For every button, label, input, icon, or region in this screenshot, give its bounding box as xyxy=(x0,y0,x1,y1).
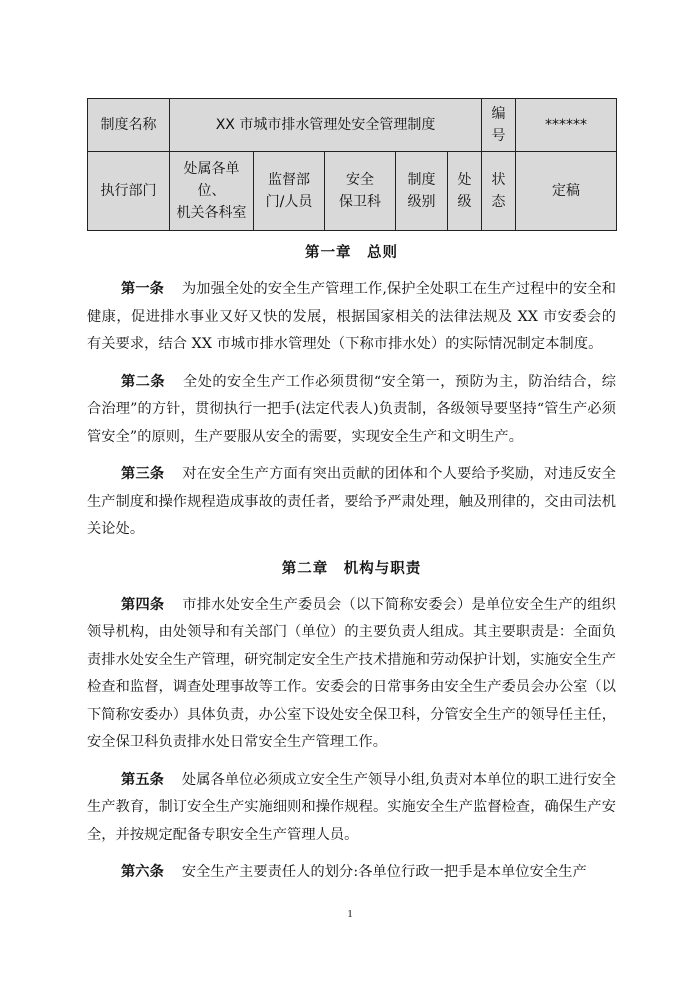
code-value: ****** xyxy=(516,99,617,152)
article-4 xyxy=(87,592,616,757)
status-label: 状 态 xyxy=(482,152,516,231)
article-text: 对在安全生产方面有突出贡献的团体和个人要给予奖励，对违反安全生产制度和操作规程造成事故的责任者，要给予严肃处理，触及刑律的，交由司法机关论处。 xyxy=(87,466,616,537)
dept-value: 处属各单位、 机关各科室 xyxy=(170,152,254,231)
code-label: 编 号 xyxy=(482,99,516,152)
chapter-2-title: 第二章 机构与职责 xyxy=(281,560,422,577)
article-number: 第四条 xyxy=(121,596,165,613)
article-text: 全处的安全生产工作必须贯彻“安全第一，预防为主，防治结合，综合治理”的方针，贯彻执行一把手(法定代表人)负责制，各级领导要坚持“管生产必须管安全”的原则，生产要服从安全的需要，实现安全生产和文明生产。 xyxy=(87,373,616,445)
level-value: 处 级 xyxy=(448,152,482,231)
article-3 xyxy=(87,461,616,544)
article-1 xyxy=(87,276,616,359)
article-text: 安全生产主要责任人的划分:各单位行政一把手是本单位安全生产 xyxy=(181,864,587,880)
article-text: 为加强全处的安全生产管理工作,保护全处职工在生产过程中的安全和健康，促进排水事业又好又快的发展，根据国家相关的法律法规及 XX 市安委会的有关要求，结合 XX 市城市排水管理处（下称市排水处）的实际情况制定本制度。 xyxy=(87,281,616,352)
supervise-value: 安全 保卫科 xyxy=(325,152,396,231)
article-6 xyxy=(87,859,616,887)
page-number: 1 xyxy=(347,908,353,920)
chapter-1-title: 第一章 总则 xyxy=(305,245,398,261)
status-value: 定稿 xyxy=(516,152,617,231)
name-value: XX 市城市排水管理处安全管理制度 xyxy=(170,99,482,152)
article-text: 处属各单位必须成立安全生产领导小组,负责对本单位的职工进行安全生产教育，制订安全生产实施细则和操作规程。实施安全生产监督检查，确保生产安全，并按规定配备专职安全生产管理人员。 xyxy=(87,771,616,843)
article-5 xyxy=(87,767,616,850)
article-number: 第三条 xyxy=(121,466,165,482)
article-number: 第二条 xyxy=(121,373,166,390)
header-table xyxy=(87,98,617,231)
article-2 xyxy=(87,369,616,452)
supervise-label: 监督部 门/人员 xyxy=(254,152,325,231)
name-label: 制度名称 xyxy=(88,99,170,152)
article-number: 第一条 xyxy=(121,281,164,297)
article-number: 第六条 xyxy=(121,864,164,880)
article-text: 市排水处安全生产委员会（以下简称安委会）是单位安全生产的组织领导机构，由处领导和有关部门（单位）的主要负责人组成。其主要职责是：全面负责排水处安全生产管理，研究制定安全生产技术措施和劳动保护计划，实施安全生产检查和监督，调查处理事故等工作。安委会的日常事务由安全生产委员会办公室（以下简称安委办）具体负责，办公室下设处安全保卫科，分管安全生产的领导任主任，安全保卫科负责排水处日常安全生产管理工作。 xyxy=(87,596,616,750)
article-number: 第五条 xyxy=(121,771,164,788)
dept-label: 执行部门 xyxy=(88,152,170,231)
level-label: 制度 级别 xyxy=(396,152,448,231)
document-body xyxy=(87,236,616,897)
